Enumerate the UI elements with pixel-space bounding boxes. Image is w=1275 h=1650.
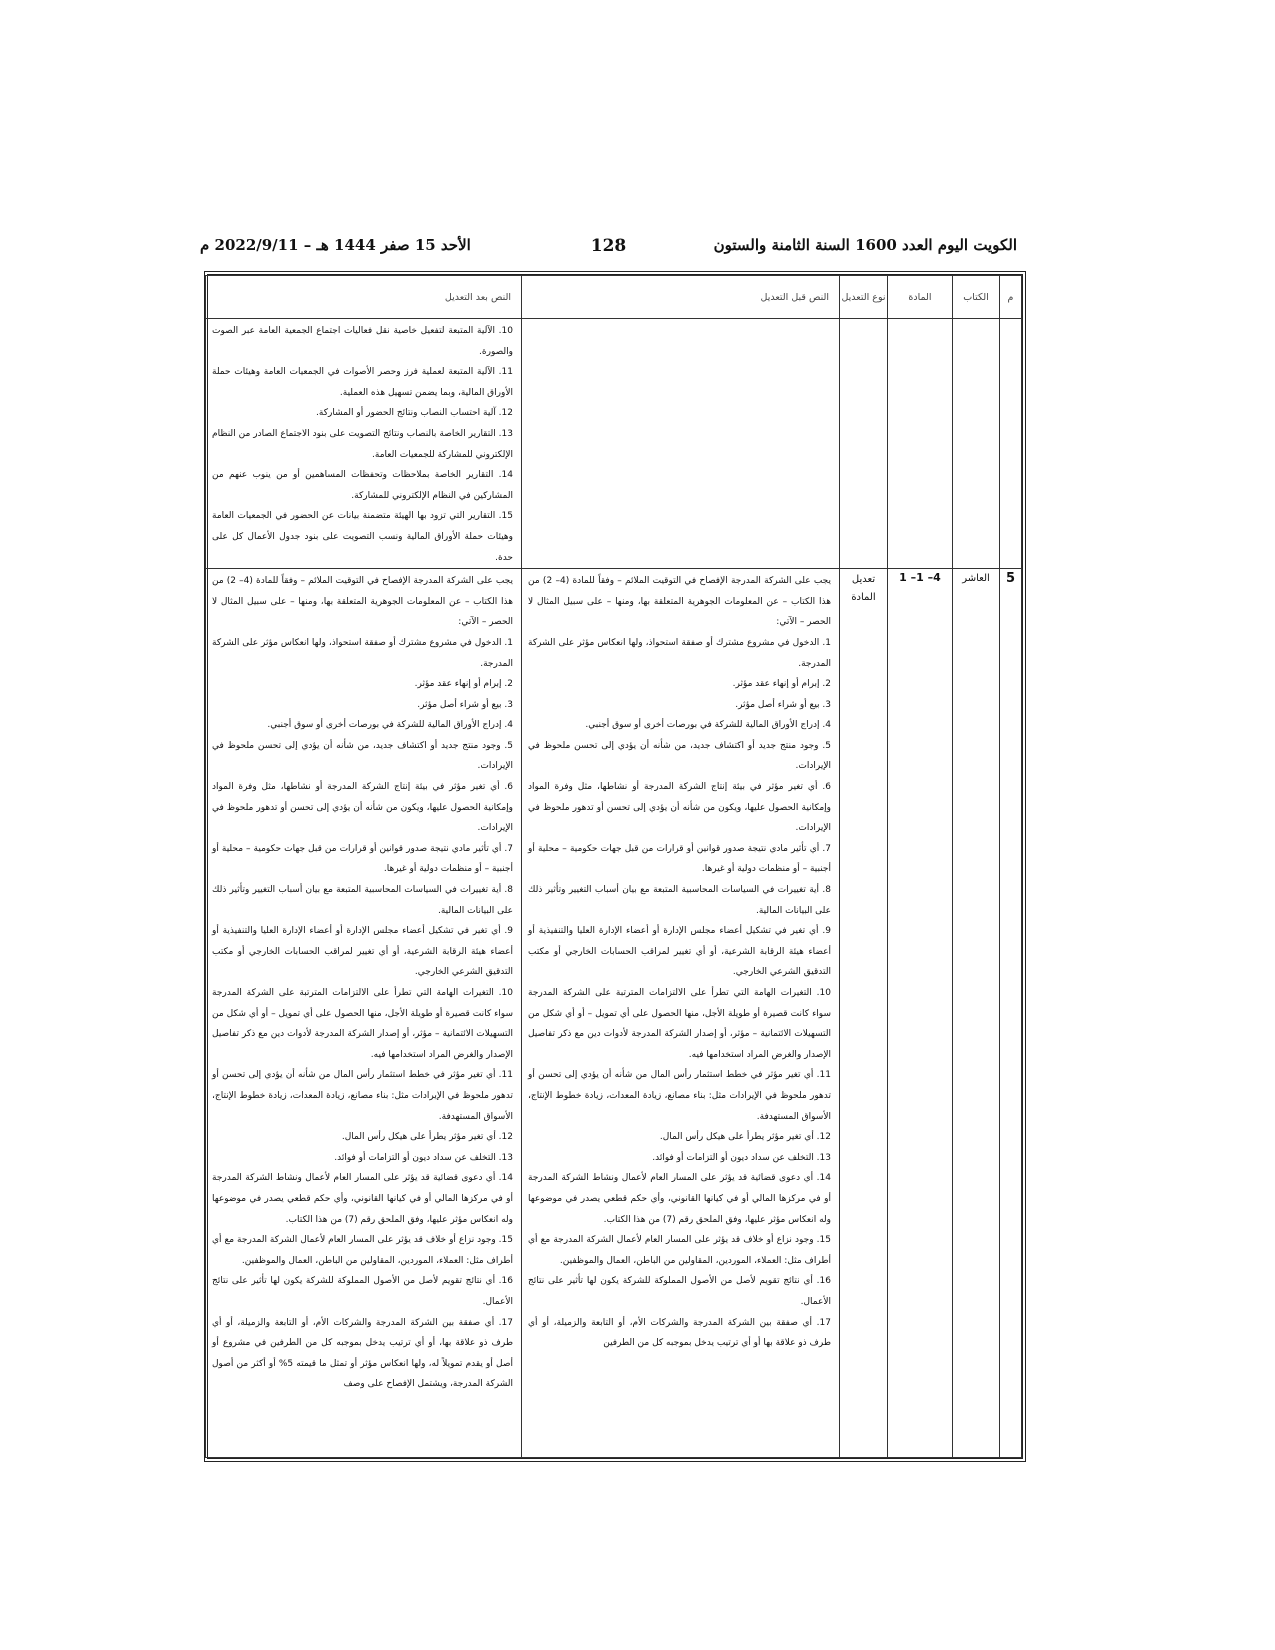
page-number: 128 xyxy=(590,236,627,256)
header-index: م xyxy=(1000,276,1022,319)
list-item: 8. أية تغييرات في السياسات المحاسبية المتبعة مع بيان أسباب التغيير وتأثير ذلك على البيانات المالية. xyxy=(212,885,513,916)
row-article: 4– 1– 1 xyxy=(888,569,953,1458)
header-text-after: النص بعد التعديل xyxy=(206,276,522,319)
list-item: 9. أي تغير في تشكيل أعضاء مجلس الإدارة أو أعضاء الإدارة العليا والتنفيذية أو أعضاء هيئة الرقابة الشرعية، أو أي تغيير لمراقب الحسابات الخارجي أو مكتب التدقيق الشرعي الخارجي. xyxy=(212,926,513,978)
list-item: 6. أي تغير مؤثر في بيئة إنتاج الشركة المدرجة أو نشاطها، مثل وفرة المواد وإمكانية الحصول عليها، ويكون من شأنه أن يؤدي إلى تحسن أو تدهور ملحوظ في الإيرادات. xyxy=(212,782,513,834)
list-item: 4. إدراج الأوراق المالية للشركة في بورصات أخرى أو سوق أجنبي. xyxy=(585,720,831,731)
list-item: 7. أي تأثير مادي نتيجة صدور قوانين أو قرارات من قبل جهات حكومية – محلية أو أجنبية – أو منظمات دولية أو غيرها. xyxy=(212,843,513,875)
header-book: الكتاب xyxy=(953,276,1000,319)
list-item: 16. أي نتائج تقويم لأصل من الأصول المملوكة للشركة يكون لها تأثير على نتائج الأعمال. xyxy=(212,1276,513,1307)
list-item: 13. التخلف عن سداد ديون أو التزامات أو فوائد. xyxy=(334,1152,513,1163)
before-items-list xyxy=(528,633,831,1354)
list-item: 17. أي صفقة بين الشركة المدرجة والشركات الأم، أو التابعة والزميلة، أو أي طرف ذو علاقة بها، أو أي ترتيب يدخل بموجبه كل من الطرفين في مشروع أو أصل أو يقدم تمويلاً له، ولها انعكاس مؤثر أو تمثل ما قيمته 5% أو أكثر من أصول الشركة المدرجة، ويشتمل الإفصاح على وصف xyxy=(212,1317,513,1390)
list-item: 13. التخلف عن سداد ديون أو التزامات أو فوائد. xyxy=(652,1152,831,1163)
list-item: 15. التقارير التي تزود بها الهيئة متضمنة بيانات عن الحضور في الجمعيات العامة وهيئات حملة الأوراق المالية ونسب التصويت على بنود جدول الأعمال كل على حدة. xyxy=(212,511,513,563)
cell-text-after xyxy=(206,319,522,569)
header-article: المادة xyxy=(888,276,953,319)
list-item: 12. أي تغير مؤثر يطرأ على هيكل رأس المال. xyxy=(659,1132,831,1143)
list-item: 14. أي دعوى قضائية قد يؤثر على المسار العام لأعمال ونشاط الشركة المدرجة أو في مركزها المالي أو في كيانها القانوني، وأي حكم قطعي يصدر في موضوعها وله انعكاس مؤثر عليها، وفق الملحق رقم (7) من هذا الكتاب. xyxy=(528,1173,831,1225)
after-items-list xyxy=(212,321,513,568)
after-items-list xyxy=(212,633,513,1395)
list-item: 10. التغيرات الهامة التي تطرأ على الالتزامات المترتبة على الشركة المدرجة سواء كانت قصيرة أو طويلة الأجل، منها الحصول على أي تمويل – أو أي شكل من التسهيلات الائتمانية – مؤثر، أو إصدار الشركة المدرجة لأدوات دين مع ذكر تفاصيل الإصدار والغرض المراد استخدامها فيه. xyxy=(212,988,513,1060)
list-item: 12. أي تغير مؤثر يطرأ على هيكل رأس المال. xyxy=(341,1132,513,1143)
row-text-before xyxy=(522,569,840,1458)
list-item: 7. أي تأثير مادي نتيجة صدور قوانين أو قرارات من قبل جهات حكومية – محلية أو أجنبية – أو منظمات دولية أو غيرها. xyxy=(528,843,831,875)
list-item: 11. أي تغير مؤثر في خطط استثمار رأس المال من شأنه أن يؤدي إلى تحسن أو تدهور ملحوظ في الإيرادات مثل: بناء مصانع، زيادة المعدات، زيادة خطوط الإنتاج، الأسواق المستهدفة. xyxy=(212,1070,513,1122)
before-intro: يجب على الشركة المدرجة الإفصاح في التوقيت الملائم – وفقاً للمادة (4– 2) من هذا الكتاب – عن المعلومات الجوهرية المتعلقة بها، ومنها – على سبيل المثال لا الحصر – الآتي: xyxy=(528,576,831,628)
list-item: 15. وجود نزاع أو خلاف قد يؤثر على المسار العام لأعمال الشركة المدرجة مع أي أطراف مثل: العملاء، الموردين، المقاولين من الباطن، العمال والموظفين. xyxy=(528,1235,831,1266)
list-item: 10. التغيرات الهامة التي تطرأ على الالتزامات المترتبة على الشركة المدرجة سواء كانت قصيرة أو طويلة الأجل، منها الحصول على أي تمويل – أو أي شكل من التسهيلات الائتمانية – مؤثر، أو إصدار الشركة المدرجة لأدوات دين مع ذكر تفاصيل الإصدار والغرض المراد استخدامها فيه. xyxy=(528,988,831,1060)
header-text-before: النص قبل التعديل xyxy=(522,276,840,319)
list-item: 1. الدخول في مشروع مشترك أو صفقة استحواذ، ولها انعكاس مؤثر على الشركة المدرجة. xyxy=(528,637,831,669)
table-row xyxy=(206,319,1022,569)
after-intro: يجب على الشركة المدرجة الإفصاح في التوقيت الملائم – وفقاً للمادة (4– 2) من هذا الكتاب – عن المعلومات الجوهرية المتعلقة بها، ومنها – على سبيل المثال لا الحصر – الآتي: xyxy=(212,576,513,628)
journal-title: الكويت اليوم العدد 1600 السنة الثامنة والستون xyxy=(713,236,1017,254)
cell-article xyxy=(888,319,953,569)
list-item: 14. أي دعوى قضائية قد يؤثر على المسار العام لأعمال ونشاط الشركة المدرجة أو في مركزها المالي أو في كيانها القانوني، وأي حكم قطعي يصدر في موضوعها وله انعكاس مؤثر عليها، وفق الملحق رقم (7) من هذا الكتاب. xyxy=(212,1173,513,1225)
list-item: 17. أي صفقة بين الشركة المدرجة والشركات الأم، أو التابعة والزميلة، أو أي طرف ذو علاقة بها أو أي ترتيب يدخل بموجبه كل من الطرفين xyxy=(528,1317,831,1349)
cell-index xyxy=(1000,319,1022,569)
list-item: 6. أي تغير مؤثر في بيئة إنتاج الشركة المدرجة أو نشاطها، مثل وفرة المواد وإمكانية الحصول عليها، ويكون من شأنه أن يؤدي إلى تحسن أو تدهور ملحوظ في الإيرادات. xyxy=(528,782,831,834)
list-item: 15. وجود نزاع أو خلاف قد يؤثر على المسار العام لأعمال الشركة المدرجة مع أي أطراف مثل: العملاء، الموردين، المقاولين من الباطن، العمال والموظفين. xyxy=(212,1235,513,1266)
list-item: 11. الآلية المتبعة لعملية فرز وحصر الأصوات في الجمعيات العامة وهيئات حملة الأوراق المالية، وبما يضمن تسهيل هذه العملية. xyxy=(212,367,513,398)
amendments-table xyxy=(207,274,1023,1459)
cell-text-before xyxy=(522,319,840,569)
header-type: نوع التعديل xyxy=(840,276,888,319)
list-item: 8. أية تغييرات في السياسات المحاسبية المتبعة مع بيان أسباب التغيير وتأثير ذلك على البيانات المالية. xyxy=(528,885,831,916)
cell-book xyxy=(953,319,1000,569)
row-index: 5 xyxy=(1000,569,1022,1458)
list-item: 4. إدراج الأوراق المالية للشركة في بورصات أخرى أو سوق أجنبي. xyxy=(267,720,513,731)
row-book: العاشر xyxy=(953,569,1000,1458)
list-item: 16. أي نتائج تقويم لأصل من الأصول المملوكة للشركة يكون لها تأثير على نتائج الأعمال. xyxy=(528,1276,831,1307)
cell-type xyxy=(840,319,888,569)
list-item: 3. بيع أو شراء أصل مؤثر. xyxy=(417,699,513,710)
list-item: 11. أي تغير مؤثر في خطط استثمار رأس المال من شأنه أن يؤدي إلى تحسن أو تدهور ملحوظ في الإيرادات مثل: بناء مصانع، زيادة المعدات، زيادة خطوط الإنتاج، الأسواق المستهدفة. xyxy=(528,1070,831,1122)
list-item: 14. التقارير الخاصة بملاحظات وتحفظات المساهمين أو من ينوب عنهم من المشاركين في النظام الإلكتروني للمشاركة. xyxy=(212,470,513,501)
list-item: 10. الآلية المتبعة لتفعيل خاصية نقل فعاليات اجتماع الجمعية العامة عبر الصوت والصورة. xyxy=(212,326,513,357)
list-item: 5. وجود منتج جديد أو اكتشاف جديد، من شأنه أن يؤدي إلى تحسن ملحوظ في الإيرادات. xyxy=(528,740,831,772)
list-item: 2. إبرام أو إنهاء عقد مؤثر. xyxy=(414,679,513,690)
list-item: 2. إبرام أو إنهاء عقد مؤثر. xyxy=(732,679,831,690)
list-item: 13. التقارير الخاصة بالنصاب ونتائج التصويت على بنود الاجتماع الصادر من النظام الإلكتروني للمشاركة للجمعيات العامة. xyxy=(212,428,513,460)
list-item: 5. وجود منتج جديد أو اكتشاف جديد، من شأنه أن يؤدي إلى تحسن ملحوظ في الإيرادات. xyxy=(212,740,513,772)
row-text-after xyxy=(206,569,522,1458)
list-item: 9. أي تغير في تشكيل أعضاء مجلس الإدارة أو أعضاء الإدارة العليا والتنفيذية أو أعضاء هيئة الرقابة الشرعية، أو أي تغيير لمراقب الحسابات الخارجي أو مكتب التدقيق الشرعي الخارجي. xyxy=(528,926,831,978)
list-item: 1. الدخول في مشروع مشترك أو صفقة استحواذ، ولها انعكاس مؤثر على الشركة المدرجة. xyxy=(212,637,513,669)
list-item: 3. بيع أو شراء أصل مؤثر. xyxy=(735,699,831,710)
list-item: 12. آلية احتساب النصاب ونتائج الحضور أو المشاركة. xyxy=(316,408,513,419)
issue-date: الأحد 15 صفر 1444 هـ – 2022/9/11 م xyxy=(200,236,471,254)
row-amendment-type: تعديل المادة xyxy=(840,569,888,1458)
table-row xyxy=(206,569,1022,1458)
page-header xyxy=(200,236,1017,260)
table-header-row xyxy=(206,276,1022,319)
